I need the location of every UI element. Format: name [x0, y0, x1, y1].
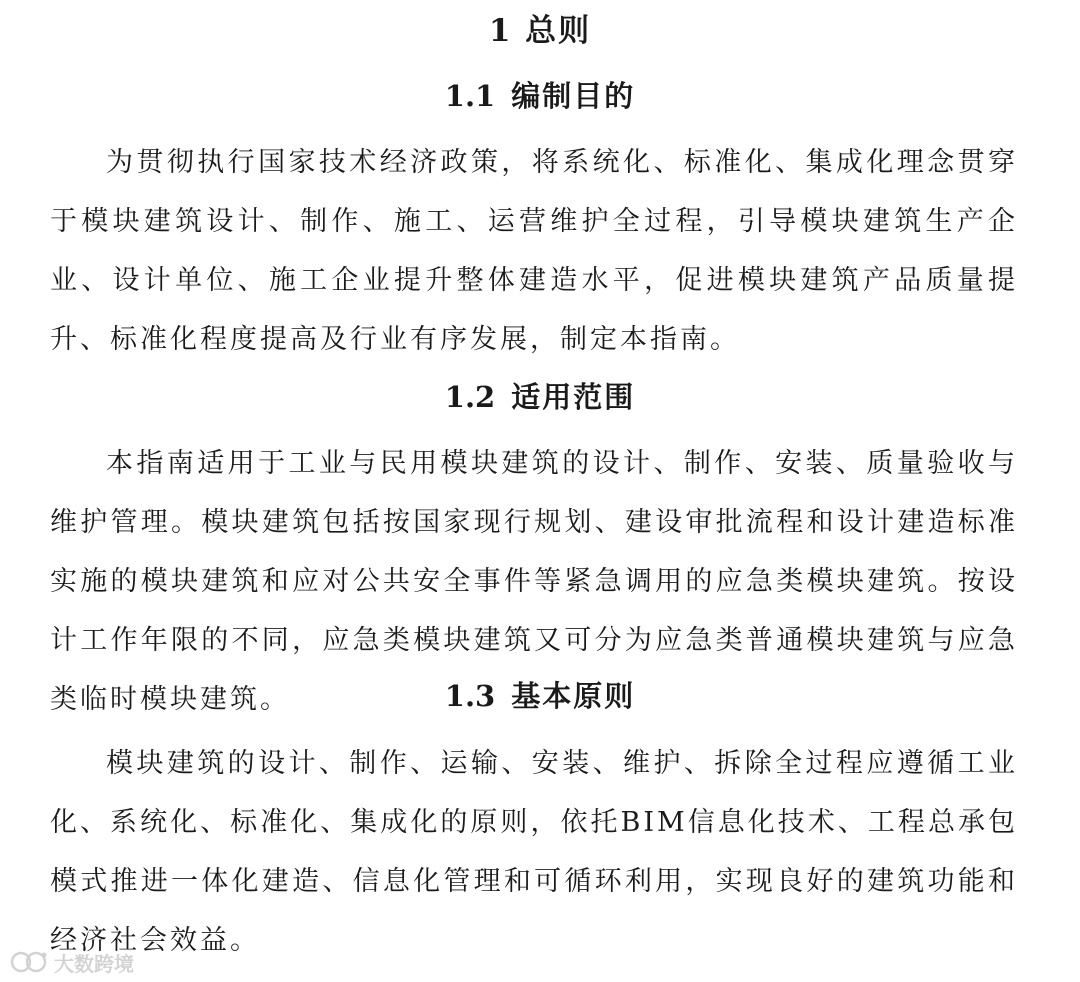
section-body-1-2: 本指南适用于工业与民用模块建筑的设计、制作、安装、质量验收与维护管理。模块建筑包括按国家现行规划、建设审批流程和设计建造标准实施的模块建筑和应对公共安全事件等紧急调用的应急类模块建筑。按设计工作年限的不同，应急类模块建筑又可分为应急类普通模块建筑与应急类临时模块建筑。 [50, 448, 1018, 715]
section-title: 基本原则 [511, 679, 636, 713]
watermark-text: 大数跨境 [54, 951, 134, 976]
section-heading-1-2 [0, 375, 1080, 419]
section-body-1-3: 模块建筑的设计、制作、运输、安装、维护、拆除全过程应遵循工业化、系统化、标准化、集成化的原则，依托BIM信息化技术、工程总承包模式推进一体化建造、信息化管理和可循环利用，实现良好的建筑功能和经济社会效益。 [50, 748, 1018, 956]
section-number: 1.1 [444, 79, 496, 113]
section-number: 1.3 [444, 679, 496, 713]
section-heading-1-3 [0, 674, 1080, 718]
watermark-logo-icon [10, 949, 50, 975]
chapter-title: 1 总则 [488, 13, 592, 49]
section-title: 编制目的 [511, 79, 636, 113]
section-body-1-1: 为贯彻执行国家技术经济政策，将系统化、标准化、集成化理念贯穿于模块建筑设计、制作、施工、运营维护全过程，引导模块建筑生产企业、设计单位、施工企业提升整体建造水平，促进模块建筑产品质量提升、标准化程度提高及行业有序发展，制定本指南。 [50, 147, 1018, 355]
section-number: 1.2 [444, 380, 496, 414]
section-heading-1-1 [0, 74, 1080, 118]
section-title: 适用范围 [511, 380, 636, 414]
watermark [10, 948, 134, 976]
